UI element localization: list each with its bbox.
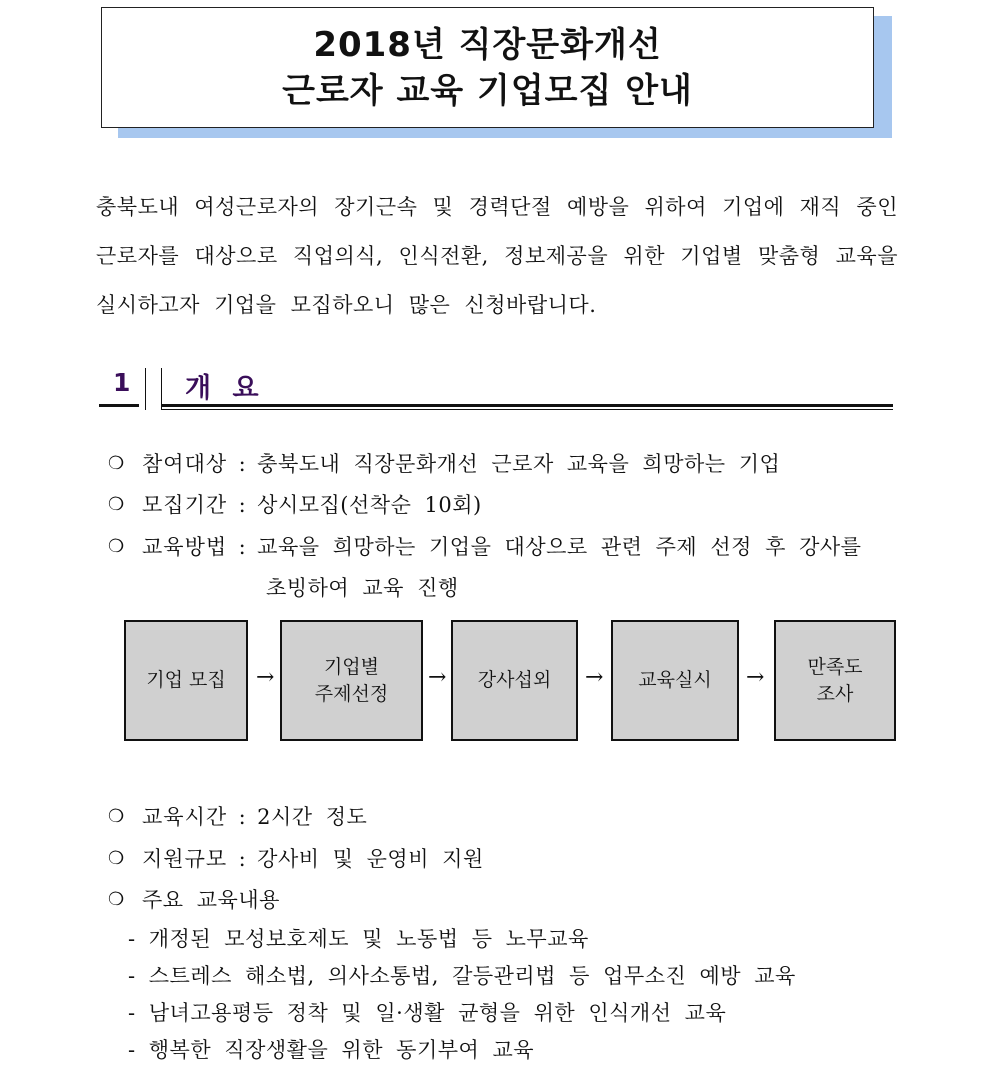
flow-step-label: 만족도 조사 xyxy=(807,655,863,705)
item-colon: : xyxy=(238,847,246,871)
item-colon: : xyxy=(238,805,246,829)
list-item-contents xyxy=(108,886,280,914)
content-item: - 남녀고용평등 정착 및 일·생활 균형을 위한 인식개선 교육 xyxy=(128,1001,727,1025)
item-colon: : xyxy=(238,535,246,559)
item-value: 강사비 및 운영비 지원 xyxy=(257,847,484,871)
section-underline-short xyxy=(99,404,139,407)
item-label: 주요 교육내용 xyxy=(142,888,280,912)
section-number: 1 xyxy=(113,368,131,397)
item-label: 지원규모 xyxy=(142,847,228,871)
flow-step-label: 기업별 주제선정 xyxy=(314,655,389,705)
bullet-circle-icon: ❍ xyxy=(108,494,125,515)
flow-step xyxy=(124,620,248,741)
content-item: - 개정된 모성보호제도 및 노동법 등 노무교육 xyxy=(128,927,589,951)
item-colon: : xyxy=(238,493,246,517)
item-label: 교육방법 xyxy=(142,535,228,559)
arrow-right-icon: → xyxy=(746,665,765,690)
section-heading xyxy=(99,360,893,412)
item-label: 참여대상 xyxy=(142,452,228,476)
list-item-support xyxy=(108,845,484,873)
list-item-target xyxy=(108,450,780,478)
content-item: - 스트레스 해소법, 의사소통법, 갈등관리법 등 업무소진 예방 교육 xyxy=(128,964,796,988)
arrow-right-icon: → xyxy=(585,665,604,690)
item-value: 충북도내 직장문화개선 근로자 교육을 희망하는 기업 xyxy=(257,452,781,476)
bullet-circle-icon: ❍ xyxy=(108,536,125,557)
bullet-circle-icon: ❍ xyxy=(108,806,125,827)
item-value: 2시간 정도 xyxy=(257,805,368,829)
title-line-1: 2018년 직장문화개선 xyxy=(313,24,662,65)
content-item: - 행복한 직장생활을 위한 동기부여 교육 xyxy=(128,1038,535,1062)
flow-step xyxy=(774,620,896,741)
flow-step xyxy=(451,620,578,741)
title-box xyxy=(101,7,874,128)
section-title: 개 요 xyxy=(185,373,265,404)
item-label: 모집기간 xyxy=(142,493,228,517)
item-label: 교육시간 xyxy=(142,805,228,829)
section-underline-long xyxy=(161,404,893,407)
intro-paragraph: 충북도내 여성근로자의 장기근속 및 경력단절 예방을 위하여 기업에 재직 중인 근로자를 대상으로 직업의식, 인식전환, 정보제공을 위한 기업별 맞춤형 교육을 실시하고자 기업을 모집하오니 많은 신청바랍니다. xyxy=(96,195,898,317)
item-value: 교육을 희망하는 기업을 대상으로 관련 주제 선정 후 강사를 xyxy=(257,535,862,559)
title-line-2: 근로자 교육 기업모집 안내 xyxy=(282,70,693,111)
section-divider xyxy=(145,368,146,410)
list-item-period xyxy=(108,491,482,519)
flow-step-label: 교육실시 xyxy=(638,669,712,691)
bullet-circle-icon: ❍ xyxy=(108,889,125,910)
bullet-circle-icon: ❍ xyxy=(108,848,125,869)
bullet-circle-icon: ❍ xyxy=(108,453,125,474)
flow-step-label: 강사섭외 xyxy=(477,669,552,691)
item-value-continued: 초빙하여 교육 진행 xyxy=(266,576,459,600)
arrow-right-icon: → xyxy=(256,665,275,690)
flow-step xyxy=(611,620,739,741)
section-underline-thin xyxy=(161,409,893,410)
arrow-right-icon: → xyxy=(428,665,447,690)
item-value: 상시모집(선착순 10회) xyxy=(257,493,482,517)
list-item-method-continued xyxy=(266,574,459,602)
item-colon: : xyxy=(238,452,246,476)
list-item-method xyxy=(108,533,861,561)
list-item-hours xyxy=(108,803,367,831)
flow-step xyxy=(280,620,423,741)
flow-step-label: 기업 모집 xyxy=(146,669,226,691)
